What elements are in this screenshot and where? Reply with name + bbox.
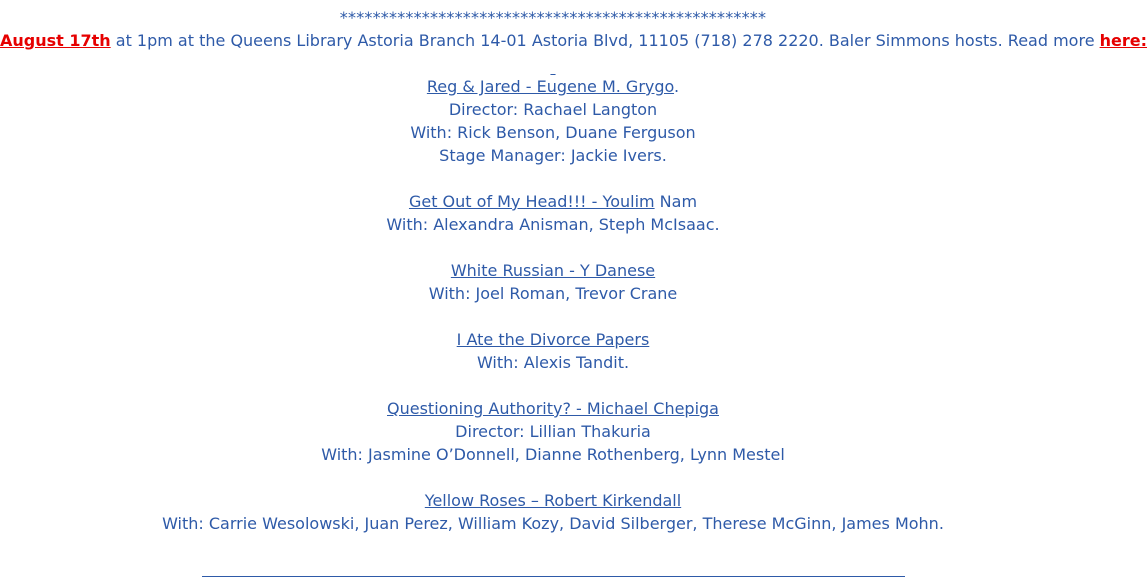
play-title-link[interactable]: I Ate the Divorce Papers xyxy=(456,330,650,349)
play-title-link[interactable]: Yellow Roses – Robert Kirkendall xyxy=(424,491,682,510)
separator-stars: **************************************************** xyxy=(339,8,767,27)
play-credit-line: Director: Rachael Langton xyxy=(448,100,658,119)
read-more-link[interactable]: here: xyxy=(1099,31,1147,50)
event-date-link[interactable]: August 17th xyxy=(0,31,111,50)
event-announcement xyxy=(0,29,1147,52)
play-title-suffix: . xyxy=(674,77,680,96)
play-credit-line: With: Joel Roman, Trevor Crane xyxy=(428,284,678,303)
play-credit-line: Director: Lillian Thakuria xyxy=(455,422,651,441)
play-credit-line: With: Carrie Wesolowski, Juan Perez, William Kozy, David Silberger, Therese McGinn, James Mohn. xyxy=(162,514,944,533)
play-title xyxy=(0,328,1106,351)
play-title-link[interactable]: Get Out of My Head!!! - Youlim xyxy=(408,192,655,211)
play-title-link[interactable]: White Russian - Y Danese xyxy=(450,261,656,280)
play-title xyxy=(0,259,1106,282)
play-credit-line: Stage Manager: Jackie Ivers. xyxy=(439,146,667,165)
play-credit-line: With: Jasmine O’Donnell, Dianne Rothenberg, Lynn Mestel xyxy=(321,445,785,464)
play-title-suffix: Nam xyxy=(654,192,698,211)
play-title xyxy=(0,190,1106,213)
horizontal-divider xyxy=(202,576,905,577)
play-credit-line: With: Rick Benson, Duane Ferguson xyxy=(410,123,696,142)
play-title-link[interactable]: Reg & Jared - Eugene M. Grygo xyxy=(426,77,675,96)
event-details: at 1pm at the Queens Library Astoria Branch 14-01 Astoria Blvd, 11105 (718) 278 2220. Baler Simmons hosts. Read more xyxy=(110,31,1100,50)
play-title xyxy=(0,75,1106,98)
play-credit-line: With: Alexis Tandit. xyxy=(476,353,630,372)
play-credit-line: With: Alexandra Anisman, Steph McIsaac. xyxy=(386,215,720,234)
play-title xyxy=(0,397,1106,420)
play-title xyxy=(0,489,1106,512)
play-title-link[interactable]: Questioning Authority? - Michael Chepiga xyxy=(387,399,719,418)
